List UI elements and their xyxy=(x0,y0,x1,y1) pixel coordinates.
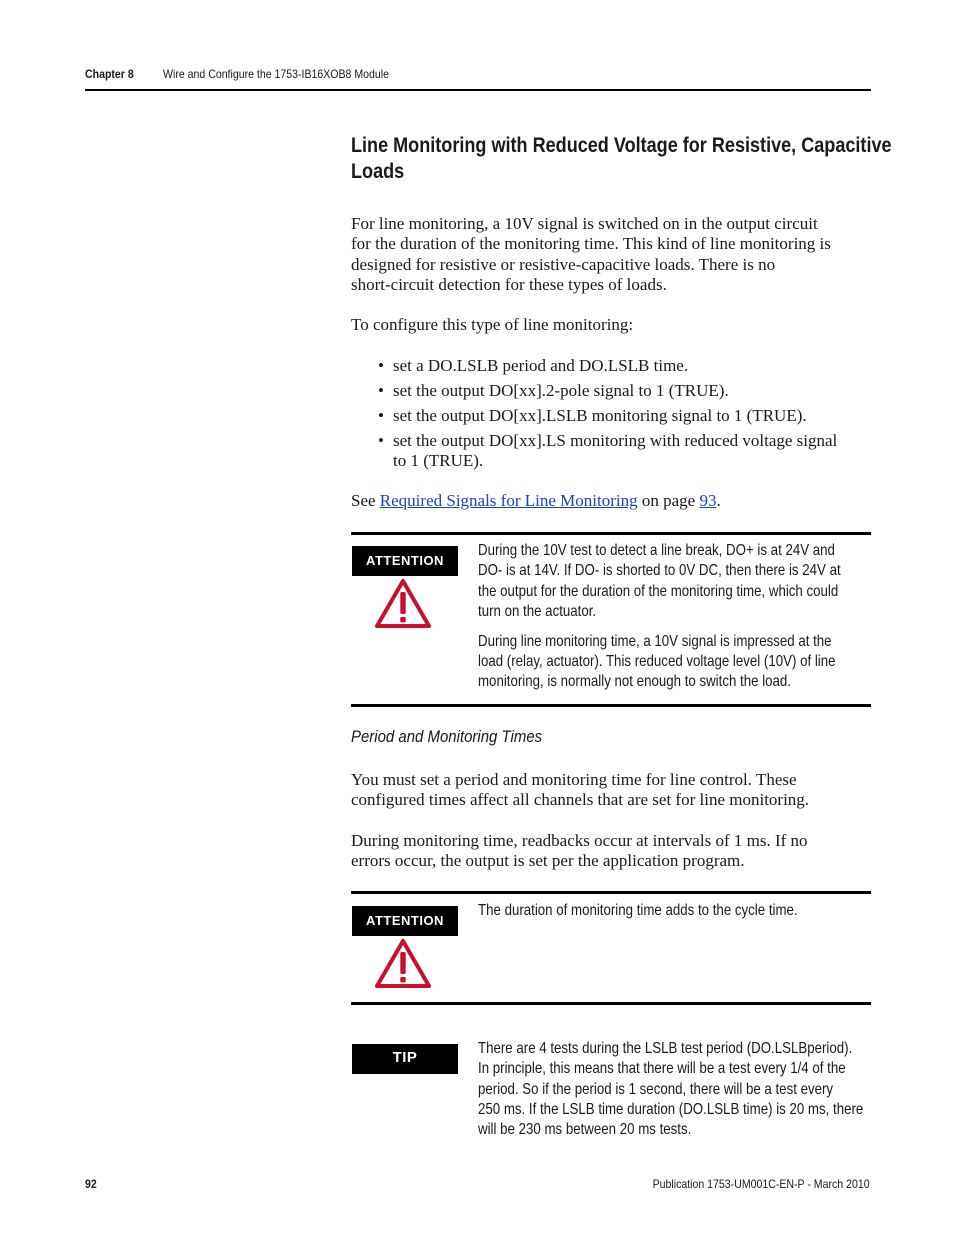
section-heading-line: Line Monitoring with Reduced Voltage for Resistive, Capacitive xyxy=(351,134,892,157)
configure-line: To configure this type of line monitoring: xyxy=(351,315,634,334)
tip-badge: TIP xyxy=(352,1044,458,1074)
period-paragraph: You must set a period and monitoring time for line control. These configured times affect all channels that are set for line monitoring. xyxy=(351,770,810,810)
see-reference: See Required Signals for Line Monitoring on page 93. xyxy=(351,491,721,510)
publication-info: Publication 1753-UM001C-EN-P - March 2010 xyxy=(653,1177,870,1191)
section-heading xyxy=(351,133,911,185)
intro-line: designed for resistive or resistive-capacitive loads. There is no xyxy=(351,254,776,274)
required-signals-link[interactable]: Required Signals for Line Monitoring xyxy=(379,491,638,510)
intro-line: for the duration of the monitoring time. This kind of line monitoring is xyxy=(351,234,831,254)
chapter-label: Chapter 8 xyxy=(85,67,134,81)
attention-top-rule xyxy=(351,532,871,535)
attention-top-rule xyxy=(351,891,871,894)
intro-line: For line monitoring, a 10V signal is switched on in the output circuit xyxy=(351,214,818,233)
configure-paragraph xyxy=(351,315,633,335)
header-rule xyxy=(85,89,871,91)
bullet-item: • set a DO.LSLB period and DO.LSLB time. xyxy=(378,356,837,376)
intro-paragraph xyxy=(351,214,831,296)
bullet-item: • set the output DO[xx].2-pole signal to 1 (TRUE). xyxy=(378,381,837,401)
readback-paragraph: During monitoring time, readbacks occur at intervals of 1 ms. If no errors occur, the output is set per the application program. xyxy=(351,831,808,871)
section-heading-line: Loads xyxy=(351,160,405,183)
attention-text: During the 10V test to detect a line break, DO+ is at 24V and DO- is at 14V. If DO- is shorted to 0V DC, then there is 24V at the output for the duration of the monitoring time, which could turn on the actuator. During line monitoring time, a 10V signal is impressed at the load (relay, actuator). This reduced voltage level (10V) of line monitoring, is normally not enough to switch the load. xyxy=(478,542,841,691)
attention-bottom-rule xyxy=(351,1002,871,1005)
intro-line: short-circuit detection for these types of loads. xyxy=(351,275,667,295)
attention-bottom-rule xyxy=(351,704,871,707)
attention-badge: ATTENTION xyxy=(352,546,458,576)
configure-bullet-list xyxy=(378,356,837,476)
warning-triangle-icon xyxy=(375,578,431,628)
running-header-title: Wire and Configure the 1753-IB16XOB8 Module xyxy=(163,67,390,81)
attention-badge: ATTENTION xyxy=(352,906,458,936)
tip-text: There are 4 tests during the LSLB test period (DO.LSLBperiod). In principle, this means that there will be a test every 1/4 of the period. So if the period is 1 second, there will be a test every 250 ms. If the LSLB time duration (DO.LSLB time) is 20 ms, there will be 230 ms between 20 ms tests. xyxy=(478,1040,864,1139)
warning-triangle-icon xyxy=(375,938,431,988)
page-number: 92 xyxy=(85,1177,97,1191)
page-93-link[interactable]: 93 xyxy=(699,491,717,510)
attention-text: The duration of monitoring time adds to the cycle time. xyxy=(478,902,798,919)
bullet-item: • set the output DO[xx].LS monitoring with reduced voltage signal to 1 (TRUE). xyxy=(378,431,837,472)
bullet-item: • set the output DO[xx].LSLB monitoring signal to 1 (TRUE). xyxy=(378,406,837,426)
subheading: Period and Monitoring Times xyxy=(351,727,543,746)
